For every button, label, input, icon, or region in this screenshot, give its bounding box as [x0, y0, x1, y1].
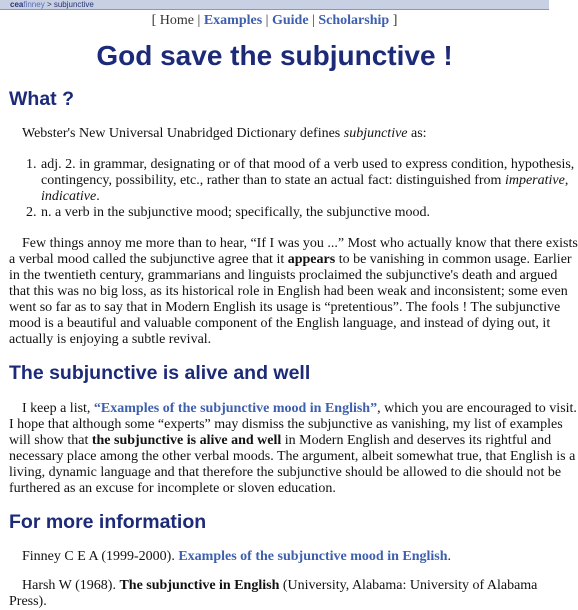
breadcrumb-site-link-finney[interactable]: finney [23, 0, 45, 9]
paragraph-emphasis: appears [287, 252, 336, 267]
reference-examples-link[interactable]: Examples of the subjunctive mood in English [178, 549, 448, 564]
definition-term: indicative [41, 189, 97, 204]
intro-text: Webster's New Universal Unabridged Dictionary defines [22, 126, 344, 141]
breadcrumb [0, 0, 549, 10]
paragraph-text: will show that [9, 433, 92, 448]
breadcrumb-site-link-cea[interactable]: cea [10, 0, 24, 9]
nav-guide-link[interactable]: Guide [271, 13, 309, 28]
paragraph-text: a verbal mood called the subjunctive agree that it [9, 252, 288, 267]
paragraph-line: Few things annoy me more than to hear, “If I was you ...” Most who actually know that there exists [22, 236, 578, 251]
definition-1-line: adj. 2. in grammar, designating or of that mood of a verb used to express condition, hypothesis, [41, 157, 575, 172]
definition-1-line [41, 173, 568, 189]
paragraph-line: that this was no big loss, as its historical role in English had been weak and inconsistent; some even [9, 284, 568, 299]
paragraph-text: I keep a list, [22, 401, 94, 416]
section-heading-alive: The subjunctive is alive and well [9, 362, 311, 384]
intro-term: subjunctive [343, 126, 408, 141]
paragraph-line: actually is enjoying a subtle revival. [9, 332, 212, 347]
section-heading-more-info: For more information [9, 511, 207, 533]
nav-home-link[interactable]: Home [159, 13, 195, 28]
paragraph-line: went so far as to say that in Modern English its usage is “pretentious”. The fools ! The subjunctive [9, 300, 561, 315]
definition-text: . [96, 189, 100, 204]
paragraph-text: in Modern English and deserves its rightful and [281, 433, 552, 448]
reference-text: (University, Alabama: University of Alabama [279, 578, 538, 593]
reference-text: . [447, 549, 452, 564]
examples-list-link[interactable]: “Examples of the subjunctive mood in English” [93, 401, 378, 416]
nav-close-bracket: ] [389, 13, 398, 28]
definition-text: , [564, 173, 569, 188]
paragraph-line: in the twentieth century, grammarians and linguists proclaimed the subjunctive's death and argued [9, 268, 558, 283]
paragraph-line: living, dynamic language and that therefore the subjunctive should be allowed to die should not be [9, 465, 562, 480]
nav-open-bracket: [ [151, 13, 160, 28]
paragraph-line [9, 252, 572, 268]
definition-2-line: n. a verb in the subjunctive mood; specifically, the subjunctive mood. [41, 205, 431, 220]
paragraph-line: mood is a beautiful and valuable component of the English language, and instead of dying out, it [9, 316, 551, 331]
reference-harsh [22, 578, 537, 594]
reference-finney [22, 549, 451, 565]
intro-text-end: as: [407, 126, 427, 141]
definition-number: 1. [26, 157, 37, 172]
paragraph-text: to be vanishing in common usage. Earlier [335, 252, 572, 267]
reference-harsh-continued: Press). [9, 594, 47, 609]
paragraph-line: necessary place among the other verbal moods. The argument, albeit somewhat true, that English is a [9, 449, 576, 464]
nav-separator: | [194, 13, 204, 28]
page-title: God save the subjunctive ! [96, 40, 453, 71]
reference-text: Harsh W (1968). [22, 578, 120, 593]
paragraph-text: , which you are encouraged to visit. [377, 401, 577, 416]
paragraph-line: I hope that although some “experts” may dismiss the subjunctive as vanishing, my list of examples [9, 417, 563, 432]
definition-1-line [41, 189, 100, 205]
nav-separator: | [262, 13, 272, 28]
definition-term: imperative [504, 173, 565, 188]
nav-separator: | [308, 13, 319, 28]
breadcrumb-separator: > [44, 0, 54, 9]
top-nav [0, 13, 549, 29]
intro-paragraph [22, 126, 427, 142]
paragraph-emphasis: the subjunctive is alive and well [91, 433, 282, 448]
nav-scholarship-link[interactable]: Scholarship [318, 13, 390, 28]
definition-text: contingency, possibility, etc., rather than to state an actual fact: distinguished from [41, 173, 505, 188]
nav-examples-link[interactable]: Examples [203, 13, 263, 28]
breadcrumb-current: subjunctive [53, 0, 94, 9]
reference-text: Finney C E A (1999-2000). [22, 549, 179, 564]
definition-number: 2. [26, 205, 37, 220]
reference-title: The subjunctive in English [119, 578, 280, 593]
paragraph-line [9, 433, 551, 449]
section-heading-what: What ? [9, 88, 74, 110]
paragraph-line: furthered as an excuse for incomplete or sloven education. [9, 481, 336, 496]
paragraph-line [22, 401, 577, 417]
